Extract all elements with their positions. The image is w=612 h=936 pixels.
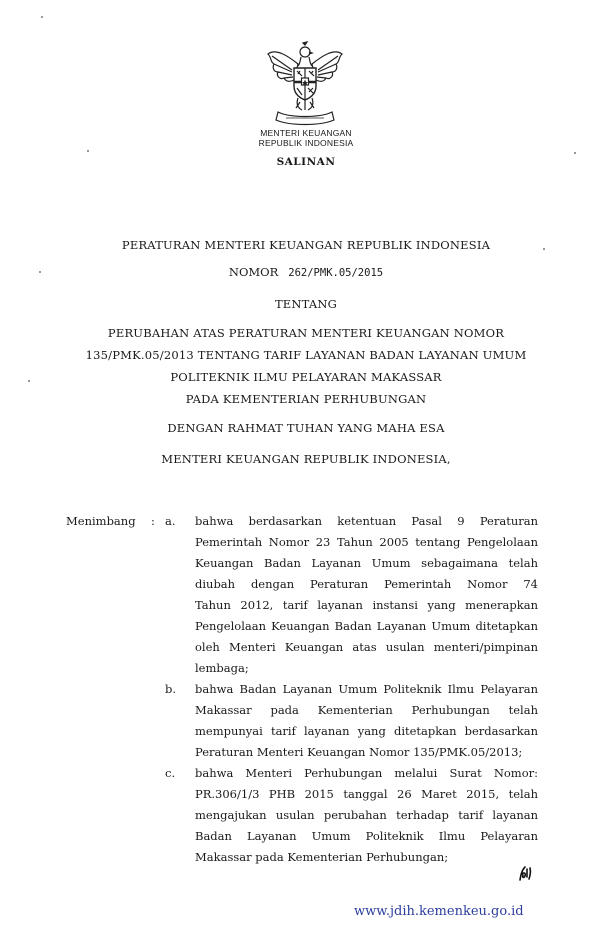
item-line: Badan Layanan Umum Politeknik Ilmu Pelayaran (195, 829, 538, 843)
regulation-number (0, 265, 612, 279)
item-line: oleh Menteri Keuangan atas usulan menteri/pimpinan (195, 640, 538, 654)
scan-speck (87, 150, 89, 152)
subject-line: PERUBAHAN ATAS PERATURAN MENTERI KEUANGAN NOMOR (107, 326, 505, 340)
item-line: diubah dengan Peraturan Pemerintah Nomor 74 (195, 577, 538, 591)
scan-speck (41, 16, 43, 18)
menimbang-colon: : (151, 514, 155, 528)
salinan-label: SALINAN (276, 156, 336, 168)
subject-line: 135/PMK.05/2013 TENTANG TARIF LAYANAN BADAN LAYANAN UMUM (85, 348, 527, 362)
ministry-title: MENTERI KEUANGAN (260, 128, 352, 138)
scan-speck (39, 271, 41, 273)
nomor-value: 262/PMK.05/2015 (288, 267, 384, 279)
rahmat-line: DENGAN RAHMAT TUHAN YANG MAHA ESA (167, 421, 445, 435)
tentang-heading: TENTANG (274, 297, 338, 311)
item-line: bahwa berdasarkan ketentuan Pasal 9 Peraturan (195, 514, 538, 528)
item-line: lembaga; (195, 661, 249, 675)
item-line: bahwa Menteri Perhubungan melalui Surat Nomor: (195, 766, 538, 780)
subject-line: POLITEKNIK ILMU PELAYARAN MAKASSAR (170, 370, 442, 384)
regulation-title: PERATURAN MENTERI KEUANGAN REPUBLIK INDONESIA (121, 238, 491, 252)
scan-speck (543, 248, 545, 250)
footer-url-link[interactable]: www.jdih.kemenkeu.go.id (354, 904, 524, 919)
item-line: mengajukan usulan perubahan terhadap tarif layanan (195, 808, 538, 822)
scan-speck (28, 380, 30, 382)
scan-speck (574, 152, 576, 154)
item-line: Pemerintah Nomor 23 Tahun 2005 tentang Pengelolaan (195, 535, 538, 549)
item-letter: b. (165, 682, 177, 696)
item-line: Makassar pada Kementerian Perhubungan telah (195, 703, 538, 717)
subject-line: PADA KEMENTERIAN PERHUBUNGAN (185, 392, 427, 406)
menimbang-label: Menimbang (66, 514, 136, 528)
menteri-line: MENTERI KEUANGAN REPUBLIK INDONESIA, (161, 452, 451, 466)
item-line: Peraturan Menteri Keuangan Nomor 135/PMK.05/2013; (195, 745, 523, 759)
item-letter: a. (165, 514, 176, 528)
item-line: bahwa Badan Layanan Umum Politeknik Ilmu Pelayaran (195, 682, 538, 696)
item-line: PR.306/1/3 PHB 2015 tanggal 26 Maret 2015, telah (195, 787, 538, 801)
paraf-icon (516, 864, 536, 882)
item-line: Tahun 2012, tarif layanan instansi yang menerapkan (195, 598, 538, 612)
ministry-subtitle: REPUBLIK INDONESIA (258, 138, 354, 148)
nomor-label: NOMOR (228, 265, 279, 279)
item-line: Keuangan Badan Layanan Umum sebagaimana telah (195, 556, 538, 570)
item-line: Pengelolaan Keuangan Badan Layanan Umum ditetapkan (195, 619, 538, 633)
garuda-emblem-icon (262, 40, 348, 128)
item-line: Makassar pada Kementerian Perhubungan; (195, 850, 449, 864)
item-letter: c. (165, 766, 176, 780)
item-line: mempunyai tarif layanan yang ditetapkan berdasarkan (195, 724, 538, 738)
